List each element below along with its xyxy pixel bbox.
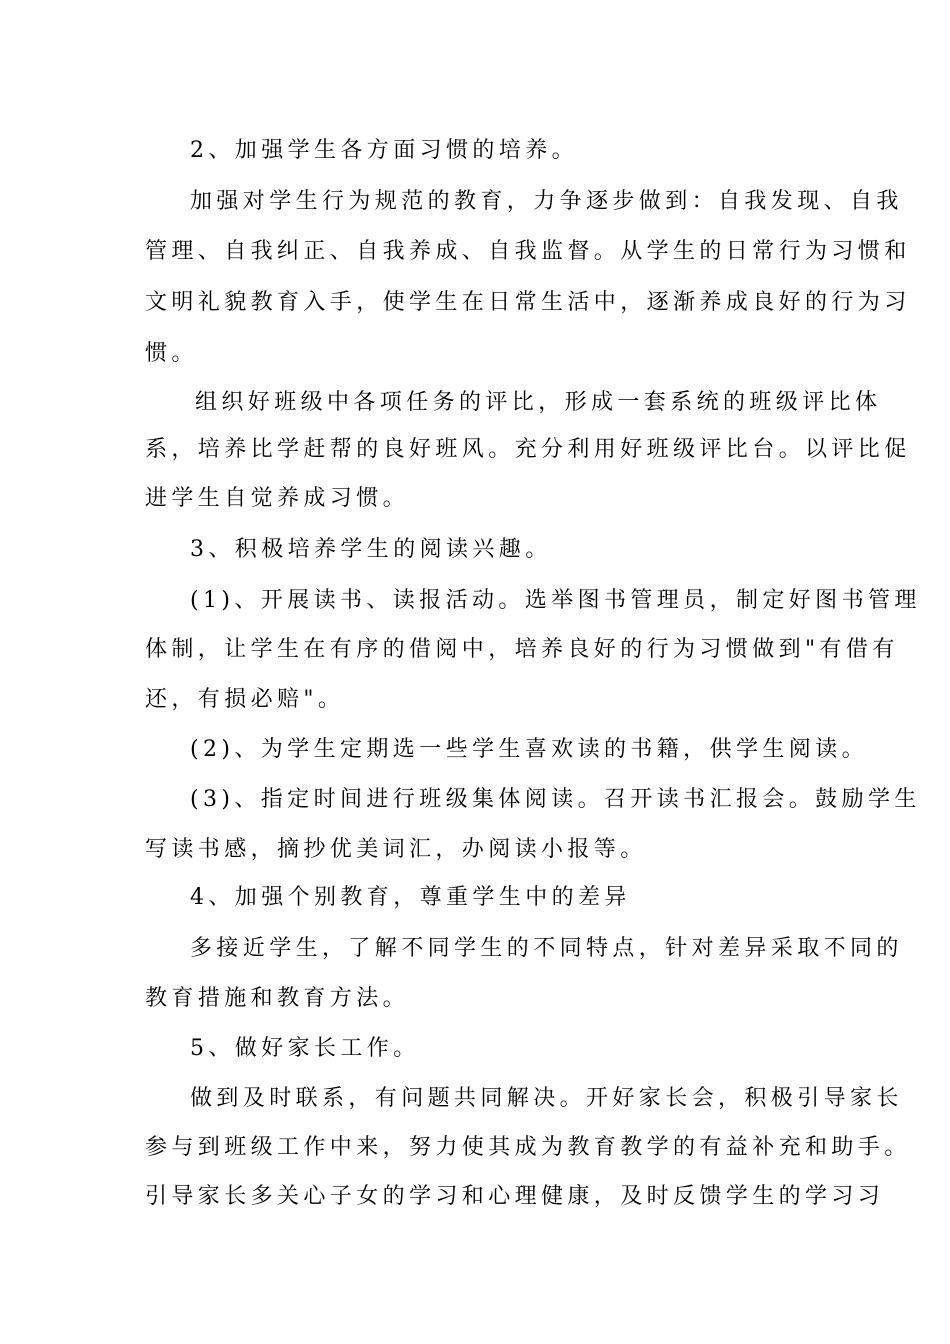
paragraph-line: 管理、自我纠正、自我养成、自我监督。从学生的日常行为习惯和 [145,239,911,264]
paragraph-line: 参与到班级工作中来，努力使其成为教育教学的有益补充和助手。 [145,1135,911,1160]
paragraph-line: 引导家长多关心子女的学习和心理健康，及时反馈学生的学习习 [145,1184,885,1209]
paragraph-line: 还，有损必赔"。 [145,687,345,712]
paragraph-line: 教育措施和教育方法。 [145,986,410,1011]
paragraph-line: (1)、开展读书、读报活动。选举图书管理员，制定好图书管理 [190,588,921,613]
paragraph-line: 写读书感，摘抄优美词汇，办阅读小报等。 [145,837,647,862]
paragraph-line: 文明礼貌教育入手，使学生在日常生活中，逐渐养成良好的行为习 [145,290,911,315]
paragraph-line: 体制，让学生在有序的借阅中，培养良好的行为习惯做到"有借有 [145,637,899,662]
heading-habits: 2、加强学生各方面习惯的培养。 [190,138,578,163]
paragraph-line: 进学生自觉养成习惯。 [145,486,410,511]
heading-reading: 3、积极培养学生的阅读兴趣。 [190,537,552,562]
heading-individual-education: 4、加强个别教育，尊重学生中的差异 [190,885,631,910]
heading-parents: 5、做好家长工作。 [190,1036,420,1061]
paragraph-line: (2)、为学生定期选一些学生喜欢读的书籍，供学生阅读。 [190,737,868,762]
paragraph-line: 惯。 [145,341,198,366]
paragraph-line: (3)、指定时间进行班级集体阅读。召开读书汇报会。鼓励学生 [190,787,921,812]
paragraph-line: 加强对学生行为规范的教育，力争逐步做到：自我发现、自我 [190,189,903,214]
paragraph-line: 系，培养比学赶帮的良好班风。充分利用好班级评比台。以评比促 [145,437,911,462]
paragraph-line: 多接近学生，了解不同学生的不同特点，针对差异采取不同的 [190,936,903,961]
paragraph-line: 组织好班级中各项任务的评比，形成一套系统的班级评比体 [195,390,882,415]
paragraph-line: 做到及时联系，有问题共同解决。开好家长会，积极引导家长 [190,1086,903,1111]
